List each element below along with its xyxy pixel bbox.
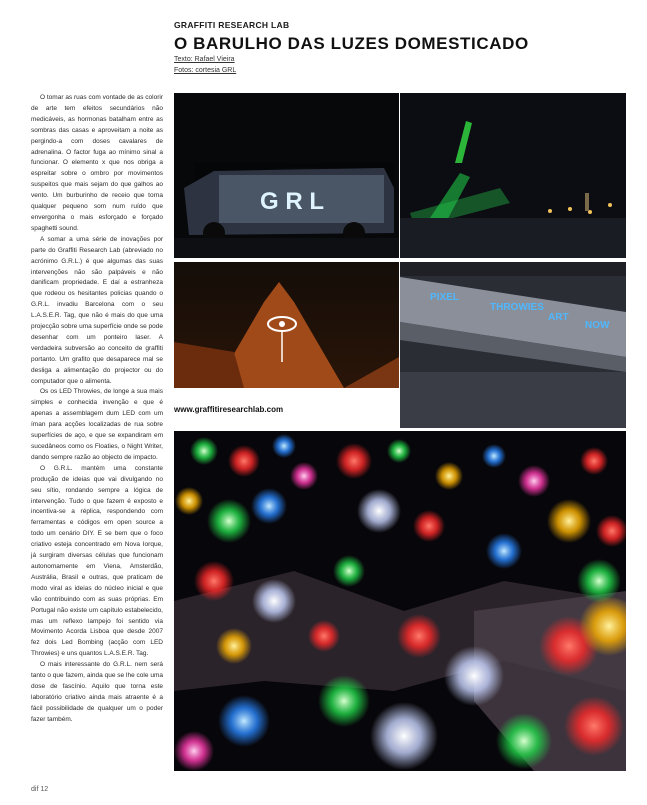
paragraph: A somar a uma série de inovações por parte do Graffiti Research Lab (abreviado no acrónimo G.R.L.) é que algumas das suas intervenções não são palpáveis e não danificam propriedade. E daí a estranheza que rodeou os hesitantes policias quando o G.R.L. invadiu Barcelona com o seu L.A.S.E.R. Tag, que não é mais do que uma projecção sobre uma superfície onde se pode desenhar com um ponteiro laser. A verdadeira subversão ao conceito de graffiti portanto. Um grafito que desaparece mal se desliga a alimentação do projector ou do computador que o alimenta. [31,235,163,385]
paragraph: O mais interessante do G.R.L. nem será tanto o que fazem, ainda que se lhe cole uma dose de fascínio. Aquilo que torna este laboratório criativo ainda mais atraente é a fácil possibilidade de qualquer um o poder fazer também. [31,661,163,723]
text-credit: Texto: Rafael Vieira [174,56,235,63]
photo-credit: Fotos: cortesia GRL [174,67,237,74]
tag-word: THROWIES [490,302,544,313]
paragraph: O tomar as ruas com vontade de as colorir de arte tem efeitos secundários não medicáveis, as hormonas batalham entre as sombras das casas e aproveitam a noite as pergindo-a com doses cavalares de adrenalina. O factor fuga ao mínimo sinal a funcionar. O elemento x que nos obriga a espreitar sobre o ombro por movimentos suspeitos que mais sejam do que galhos ao vento. Um burburinho de receio que torna qualquer pequeno som num ruído que envergonha o mais esforçado e forçado spaghetti sound. [31,94,163,232]
photo-green-laser [400,93,626,258]
bus-sign-text: G R L [260,188,324,215]
website-caption: www.graffitiresearchlab.com [174,405,284,414]
tag-word: NOW [585,320,610,331]
kicker: GRAFFITI RESEARCH LAB [174,20,290,30]
tag-word: PIXEL [430,292,459,303]
photo-laser-tag-wall [400,262,626,428]
photo-castle-projection [174,262,399,388]
photo-bus-projection [174,93,399,258]
tag-word: ART [548,312,569,323]
article-title: O BARULHO DAS LUZES DOMESTICADO [174,34,529,53]
photo-led-throwies [174,431,626,771]
paragraph: O G.R.L. mantém uma constante produção de ideias que vai divulgando no seu sítio, rondando sempre a lógica de intervenção. Tudo o que fazem é exposto e incentiva-se a réplica, respondendo com ferramentas e códigos em open source a todo um cenário DIY. E se bem que o foco criativo esteja concentrado em Nova Iorque, já surgiram diversas células que funcionam autonomamente em Viena, Amsterdão, Austrália, Brasil e outras, que praticam de modo viral as ideias do núcleo inicial e que vão contribuindo com as suas próprias. Em Portugal não existe um capítulo estabelecido, mas um reflexo lampejo foi sentido via Movimento Acorda Lisboa que desde 2007 fez dois Led Bombing (acção com LED Throwies) e uns quantos L.A.S.E.R. Tag. [31,464,163,658]
page-number: dif 12 [31,786,49,793]
paragraph: Os os LED Throwies, de longe a sua mais simples e conhecida invenção e que é apenas a assemblagem dum LED com um íman para acções localizadas de rua sobre superfícies de aço, e que se expandiram em sucedâneos como os Floaties, o Night Writer, dando sempre razão ao objecto de impacto. [31,388,163,461]
body-column [31,93,163,726]
